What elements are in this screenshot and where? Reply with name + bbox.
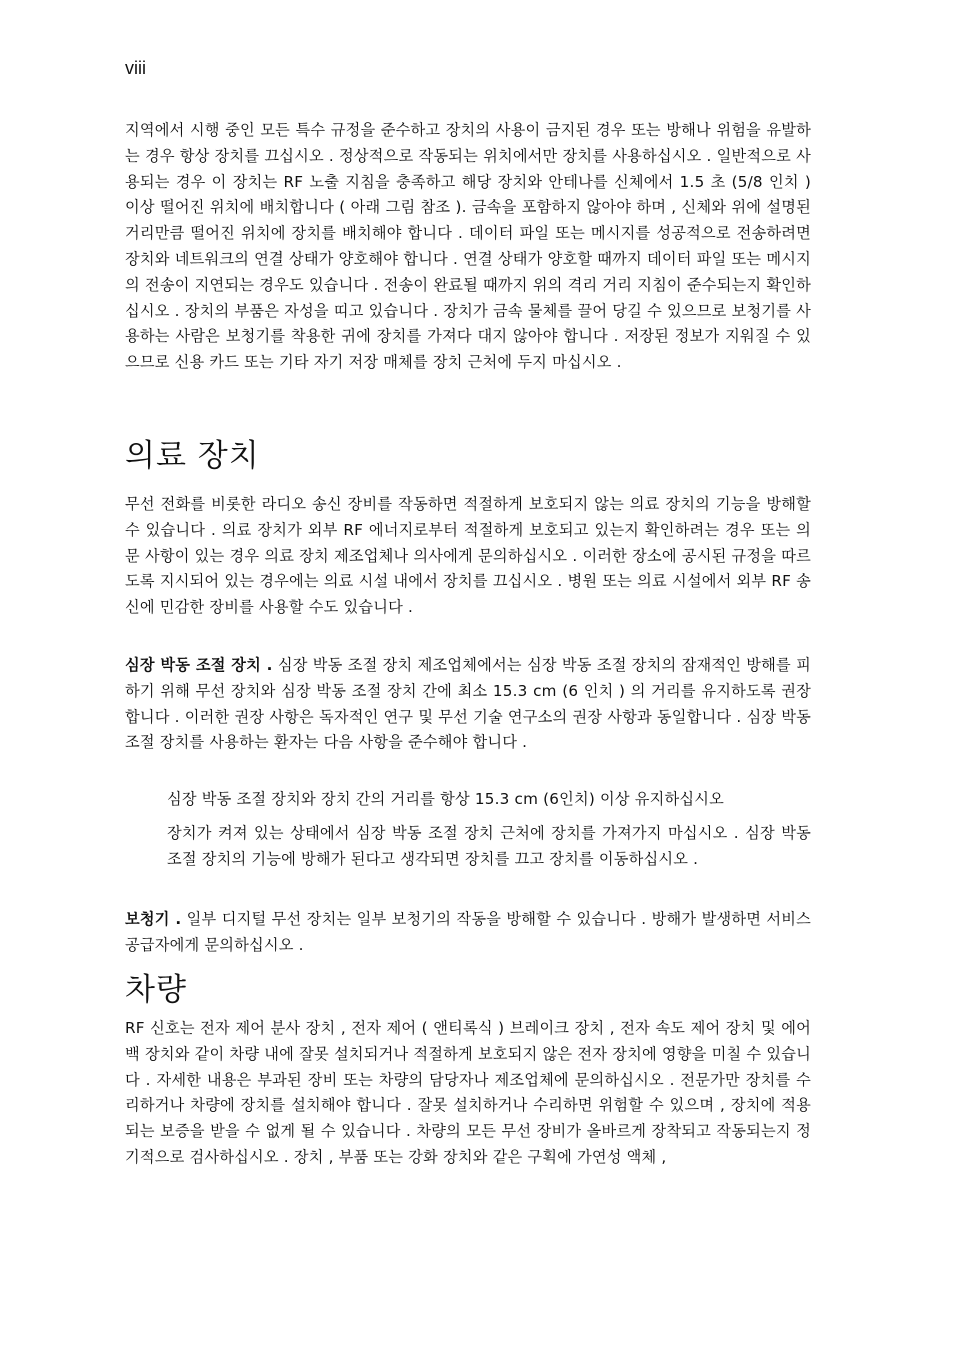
section-heading-vehicles: 차량 [125,972,187,1008]
medical-paragraph: 무선 전화를 비롯한 라디오 송신 장비를 작동하면 적절하게 보호되지 않는 의료 장치의 기능을 방해할 수 있습니다 . 의료 장치가 외부 RF 에너지로부터 적절하게 보호되고 있는지 확인하려는 경우 또는 의문 사항이 있는 경우 의료 장치 제조업체나 의사에게 문의하십시오 . 이러한 장소에 공시된 규정을 따르도록 지시되어 있는 경우에는 의료 시설 내에서 장치를 끄십시오 . 병원 또는 의료 시설에서 외부 RF 송신에 민감한 장비를 사용할 수도 있습니다 . [125,495,811,617]
pacemaker-text: 심장 박동 조절 장치 제조업체에서는 심장 박동 조절 장치의 잠재적인 방해를 피하기 위해 무선 장치와 심장 박동 조절 장치 간에 최소 15.3 cm (6 인치 ) 의 거리를 유지하도록 권장합니다 . 이러한 권장 사항은 독자적인 연구 및 무선 기술 연구소의 권장 사항과 동일합니다 . 심장 박동 조절 장치를 사용하는 환자는 다음 사항을 준수해야 합니다 . [125,656,812,752]
pacemaker-paragraph [125,653,811,756]
pacemaker-bullet-2: 장치가 켜져 있는 상태에서 심장 박동 조절 장치 근처에 장치를 가져가지 마십시오 . 심장 박동 조절 장치의 기능에 방해가 된다고 생각되면 장치를 끄고 장치를 이동하십시오 . [167,824,811,868]
section-heading-medical: 의료 장치 [125,438,260,474]
page-number: viii [125,58,146,78]
pacemaker-lead: 심장 박동 조절 장치 . [125,656,273,674]
pacemaker-bullet-1: 심장 박동 조절 장치와 장치 간의 거리를 항상 15.3 cm (6인치) 이상 유지하십시오 [167,790,724,808]
hearing-aid-text: 일부 디지털 무선 장치는 일부 보청기의 작동을 방해할 수 있습니다 . 방해가 발생하면 서비스 공급자에게 문의하십시오 . [125,910,811,954]
intro-paragraph: 지역에서 시행 중인 모든 특수 규정을 준수하고 장치의 사용이 금지된 경우 또는 방해나 위험을 유발하는 경우 항상 장치를 끄십시오 . 정상적으로 작동되는 위치에서만 장치를 사용하십시오 . 일반적으로 사용되는 경우 이 장치는 RF 노출 지침을 충족하고 해당 장치와 안테나를 신체에서 1.5 초 (5/8 인치 ) 이상 떨어진 위치에 배치합니다 ( 아래 그림 참조 ). 금속을 포함하지 않아야 하며 , 신체와 위에 설명된 거리만큼 떨어진 위치에 장치를 배치해야 합니다 . 데이터 파일 또는 메시지를 성공적으로 전송하려면 장치와 네트워크의 연결 상태가 양호해야 합니다 . 연결 상태가 양호할 때까지 데이터 파일 또는 메시지의 전송이 지연되는 경우도 있습니다 . 전송이 완료될 때까지 위의 격리 거리 지침이 준수되는지 확인하십시오 . 장치의 부품은 자성을 띠고 있습니다 . 장치가 금속 물체를 끌어 당길 수 있으므로 보청기를 사용하는 사람은 보청기를 착용한 귀에 장치를 가져다 대지 않아야 합니다 . 저장된 정보가 지워질 수 있으므로 신용 카드 또는 기타 자기 저장 매체를 장치 근처에 두지 마십시오 . [125,121,811,372]
vehicles-paragraph: RF 신호는 전자 제어 분사 장치 , 전자 제어 ( 앤티록식 ) 브레이크 장치 , 전자 속도 제어 장치 및 에어백 장치와 같이 차량 내에 잘못 설치되거나 적절하게 보호되지 않은 전자 장치에 영향을 미칠 수 있습니다 . 자세한 내용은 부과된 장비 또는 차량의 담당자나 제조업체에 문의하십시오 . 전문가만 장치를 수리하거나 차량에 장치를 설치해야 합니다 . 잘못 설치하거나 수리하면 위험할 수 있으며 , 장치에 적용되는 보증을 받을 수 없게 될 수 있습니다 . 차량의 모든 무선 장비가 올바르게 장착되고 작동되는지 정기적으로 검사하십시오 . 장치 , 부품 또는 강화 장치와 같은 구획에 가연성 액체 , [125,1019,811,1166]
hearing-aid-paragraph [125,907,811,959]
hearing-aid-lead: 보청기 . [125,910,182,928]
